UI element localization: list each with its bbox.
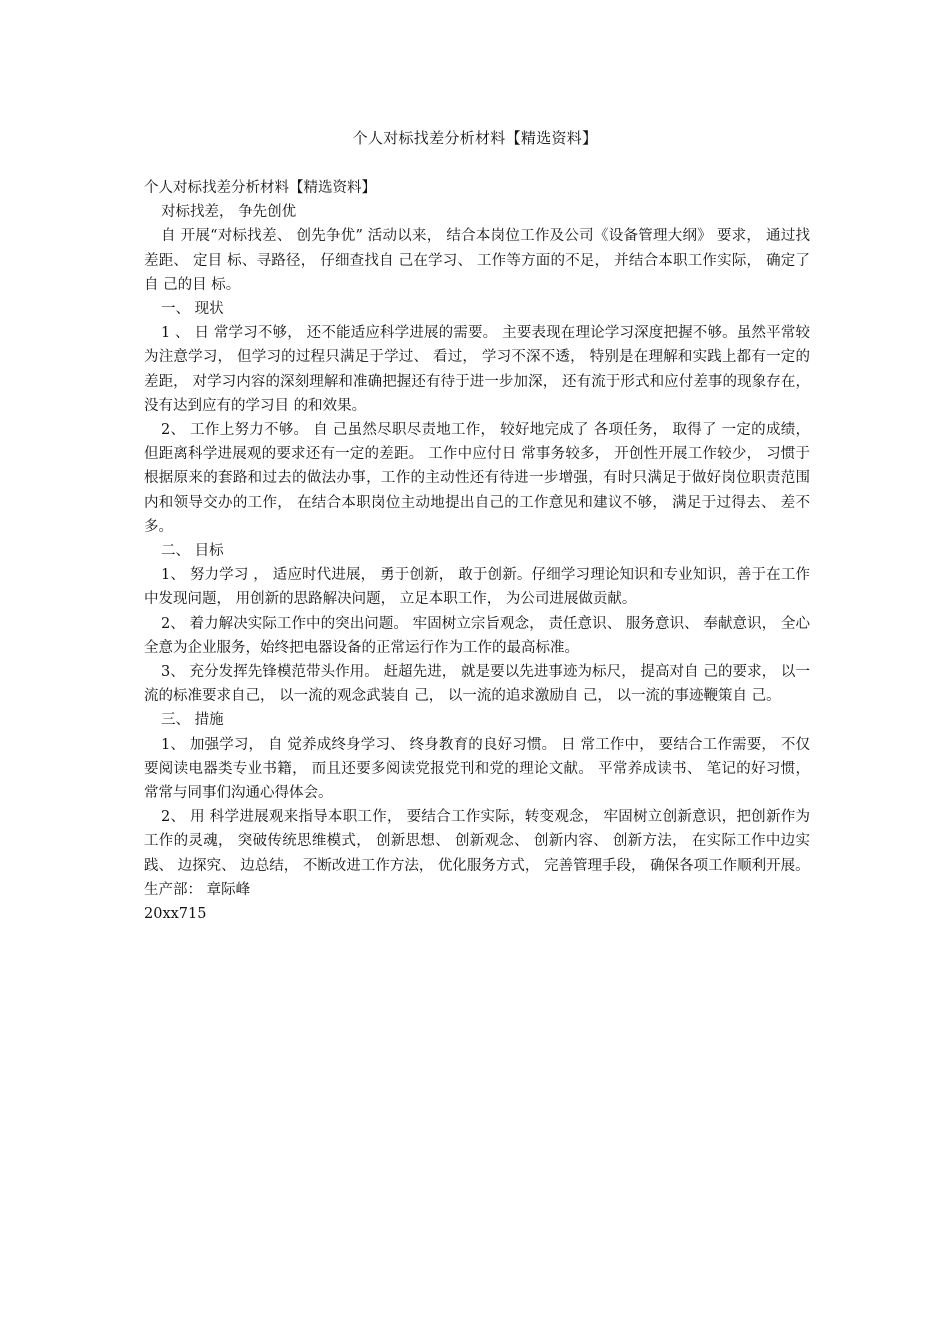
document-title: 个人对标找差分析材料【精选资料】 xyxy=(352,129,598,147)
status-item-1: 1 、 日 常学习不够， 还不能适应科学进展的需要。 主要表现在理论学习深度把握不够。虽然平常较为注意学习， 但学习的过程只满足于学过、 看过， 学习不深不透， 特别是在理解和实践上都有一定的差距， 对学习内容的深刻理解和准确把握还有待于进一步加深， 还有流于形式和应付差事的现象存在， 没有达到应有的学习目 的和效果。 xyxy=(144,325,810,414)
slogan: 对标找差， 争先创优 xyxy=(161,204,297,221)
section-heading-measures: 三、 措施 xyxy=(161,712,224,729)
department-signature: 生产部： 章际峰 xyxy=(144,881,251,898)
document-body xyxy=(144,176,810,926)
document-date: 20xx715 xyxy=(144,906,207,923)
goal-item-3: 3、 充分发挥先锋模范带头作用。 赶超先进， 就是要以先进事迹为标尺， 提高对自 己的要求， 以一流的标准要求自己， 以一流的观念武装自 己， 以一流的追求激励自 己， 以一流的事迹鞭策自 己。 xyxy=(144,664,810,705)
section-heading-goals: 二、 目标 xyxy=(161,543,224,560)
section-heading-status: 一、 现状 xyxy=(161,301,224,318)
intro-paragraph: 自 开展“对标找差、 创先争优” 活动以来， 结合本岗位工作及公司《设备管理大纲》 要求， 通过找差距、 定目 标、寻路径， 仔细查找自 己在学习、 工作等方面的不足， 并结合本职工作实际， 确定了 自 己的目 标。 xyxy=(144,228,810,293)
measure-item-2: 2、 用 科学进展观来指导本职工作， 要结合工作实际，转变观念， 牢固树立创新意识，把创新作为工作的灵魂， 突破传统思维模式， 创新思想、 创新观念、 创新内容、 创新方法， 在实际工作中边实践、 边探究、 边总结， 不断改进工作方法， 优化服务方式， 完善管理手段， 确保各项工作顺利开展。 xyxy=(144,809,810,874)
goal-item-1: 1、 努力学习 ， 适应时代进展， 勇于创新， 敢于创新。仔细学习理论知识和专业知识，善于在工作中发现问题， 用创新的思路解决问题， 立足本职工作， 为公司进展做贡献。 xyxy=(144,567,810,608)
status-item-2: 2、 工作上努力不够。 自 己虽然尽职尽责地工作， 较好地完成了 各项任务， 取得了 一定的成绩， 但距离科学进展观的要求还有一定的差距。 工作中应付日 常事务较多， 开创性开展工作较少， 习惯于根据原来的套路和过去的做法办事，工作的主动性还有待进一步增强，有时只满足于做好岗位职责范围内和领导交办的工作， 在结合本职岗位主动地提出自己的工作意见和建议不够， 满足于过得去、 差不多。 xyxy=(144,422,810,535)
document-subtitle: 个人对标找差分析材料【精选资料】 xyxy=(144,180,376,196)
measure-item-1: 1、 加强学习， 自 觉养成终身学习、 终身教育的良好习惯。 日 常工作中， 要结合工作需要， 不仅要阅读电器类专业书籍， 而且还要多阅读党报党刊和党的理论文献。 平常养成读书、 笔记的好习惯， 常常与同事们沟通心得体会。 xyxy=(144,736,810,802)
goal-item-2: 2、 着力解决实际工作中的突出问题。 牢固树立宗旨观念， 责任意识、 服务意识、 奉献意识， 全心全意为企业服务，始终把电器设备的正常运行作为工作的最高标准。 xyxy=(144,615,810,656)
